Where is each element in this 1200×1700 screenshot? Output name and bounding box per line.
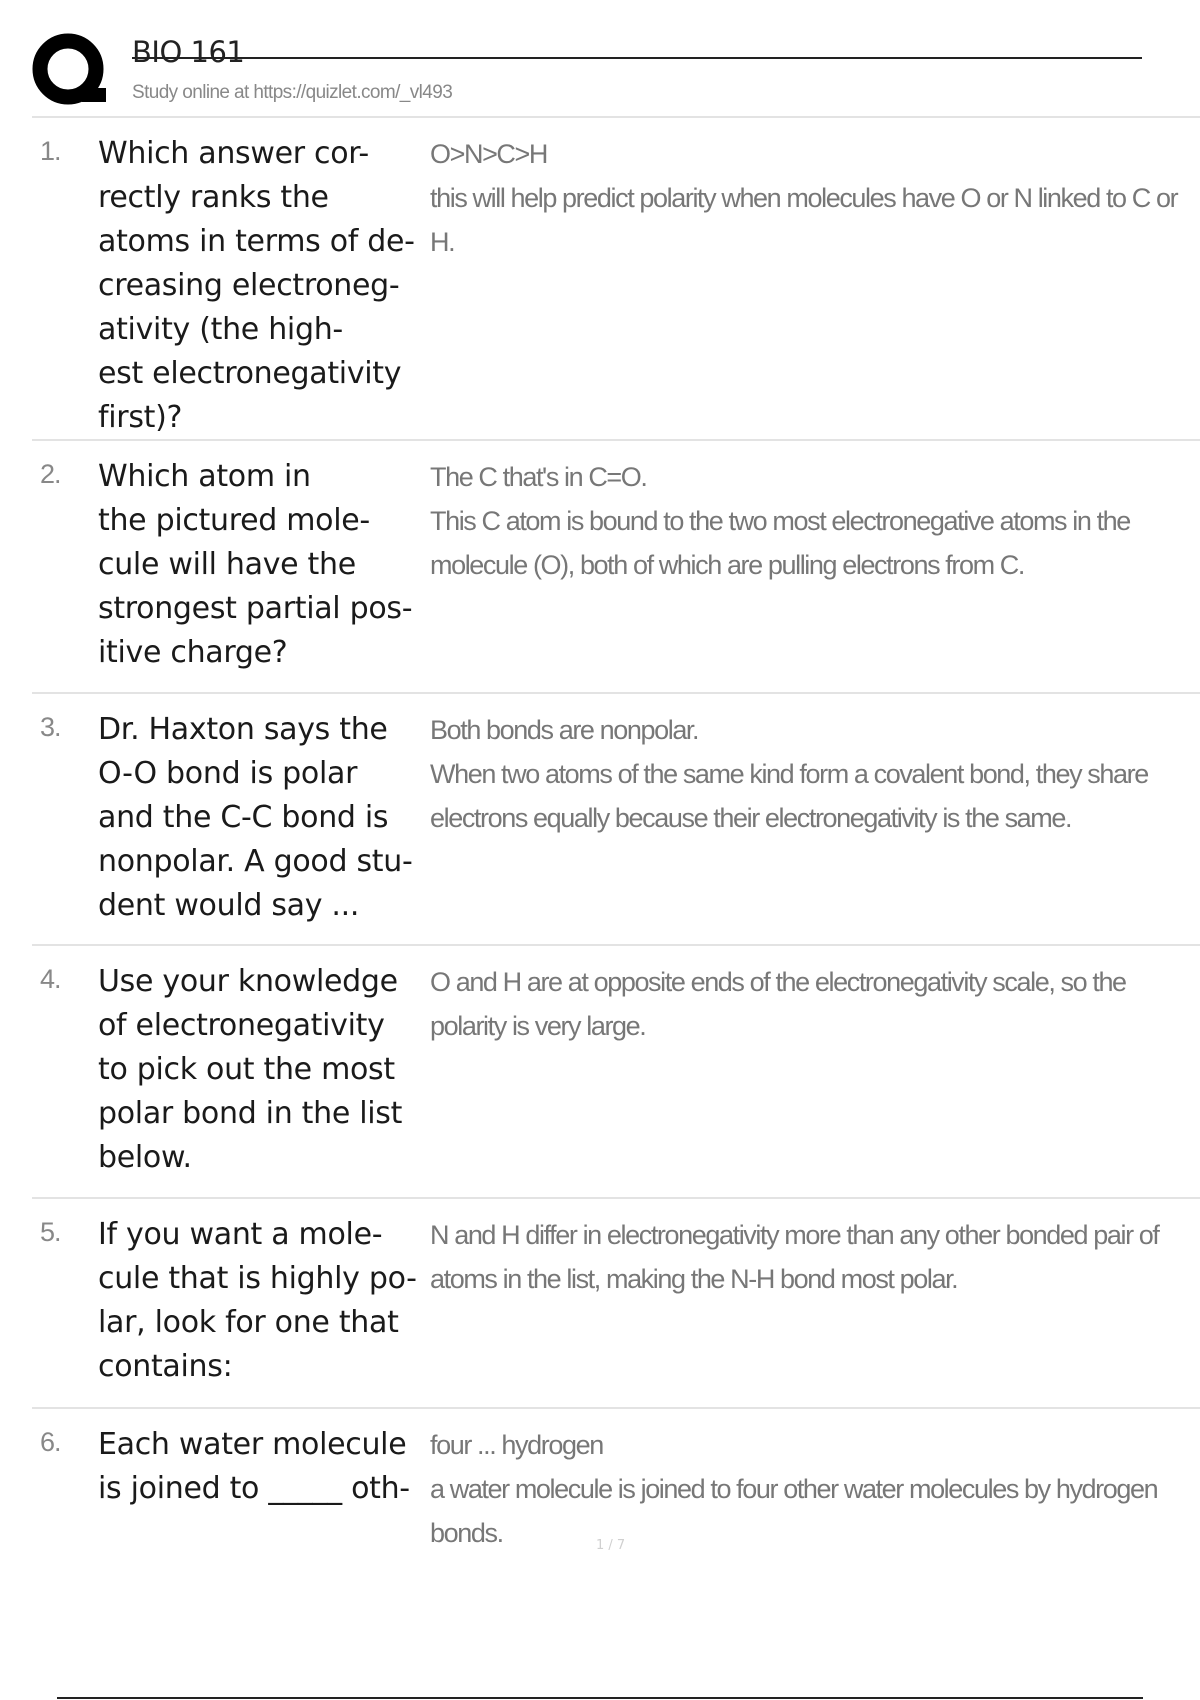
definition-answer: The C that's in C=O. [430, 462, 647, 492]
study-online-link[interactable]: Study online at https://quizlet.com/_vl493 [132, 82, 453, 103]
card-definition [418, 1213, 1200, 1301]
definition-explanation: a water molecule is joined to four other water molecules by hydrogen bonds. [430, 1474, 1158, 1548]
quizlet-logo-icon [32, 32, 112, 112]
card-definition [418, 132, 1200, 264]
document-title: BIO 161 [132, 35, 245, 69]
card-number: 5. [40, 1217, 61, 1247]
title-underline [132, 57, 1142, 59]
footer-divider [57, 1697, 1143, 1699]
card-definition [418, 1423, 1200, 1555]
definition-answer: O and H are at opposite ends of the electronegativity scale, so the polarity is very large. [430, 967, 1126, 1041]
page-indicator: 1 / 7 [596, 1538, 626, 1553]
card-number: 4. [40, 964, 61, 994]
definition-explanation: this will help predict polarity when molecules have O or N linked to C or H. [430, 183, 1178, 257]
card-term: Which atom in the pictured mole- cule will have the strongest partial pos- itive charge? [98, 459, 413, 670]
card-number: 1. [40, 136, 61, 166]
card-definition [418, 708, 1200, 840]
card-term: Dr. Haxton says the O-O bond is polar and the C-C bond is nonpolar. A good stu- dent would say ... [98, 712, 413, 923]
card-number: 2. [40, 459, 61, 489]
definition-explanation: This C atom is bound to the two most electronegative atoms in the molecule (O), both of which are pulling electrons from C. [430, 506, 1130, 580]
definition-answer: N and H differ in electronegativity more than any other bonded pair of atoms in the list, making the N-H bond most polar. [430, 1220, 1159, 1294]
card-definition [418, 960, 1200, 1048]
flashcard-row [32, 1199, 1200, 1409]
card-term: Use your knowledge of electronegativity to pick out the most polar bond in the list below. [98, 964, 403, 1175]
flashcard-row [32, 694, 1200, 946]
flashcard-row [32, 441, 1200, 694]
card-definition [418, 455, 1200, 587]
definition-answer: Both bonds are nonpolar. [430, 715, 699, 745]
definition-explanation: When two atoms of the same kind form a covalent bond, they share electrons equally because their electronegativity is the same. [430, 759, 1148, 833]
flashcard-row [32, 118, 1200, 441]
flashcard-row [32, 946, 1200, 1199]
page-header [0, 0, 1200, 118]
card-number: 6. [40, 1427, 61, 1457]
definition-answer: O>N>C>H [430, 139, 547, 169]
card-number: 3. [40, 712, 61, 742]
card-term: If you want a mole- cule that is highly po- lar, look for one that contains: [98, 1217, 417, 1384]
card-term: Each water molecule is joined to _____ oth- [98, 1427, 410, 1506]
definition-answer: four ... hydrogen [430, 1430, 603, 1460]
card-term: Which answer cor- rectly ranks the atoms in terms of de- creasing electroneg- ativity (the high- est electronegativity first)? [98, 136, 415, 435]
